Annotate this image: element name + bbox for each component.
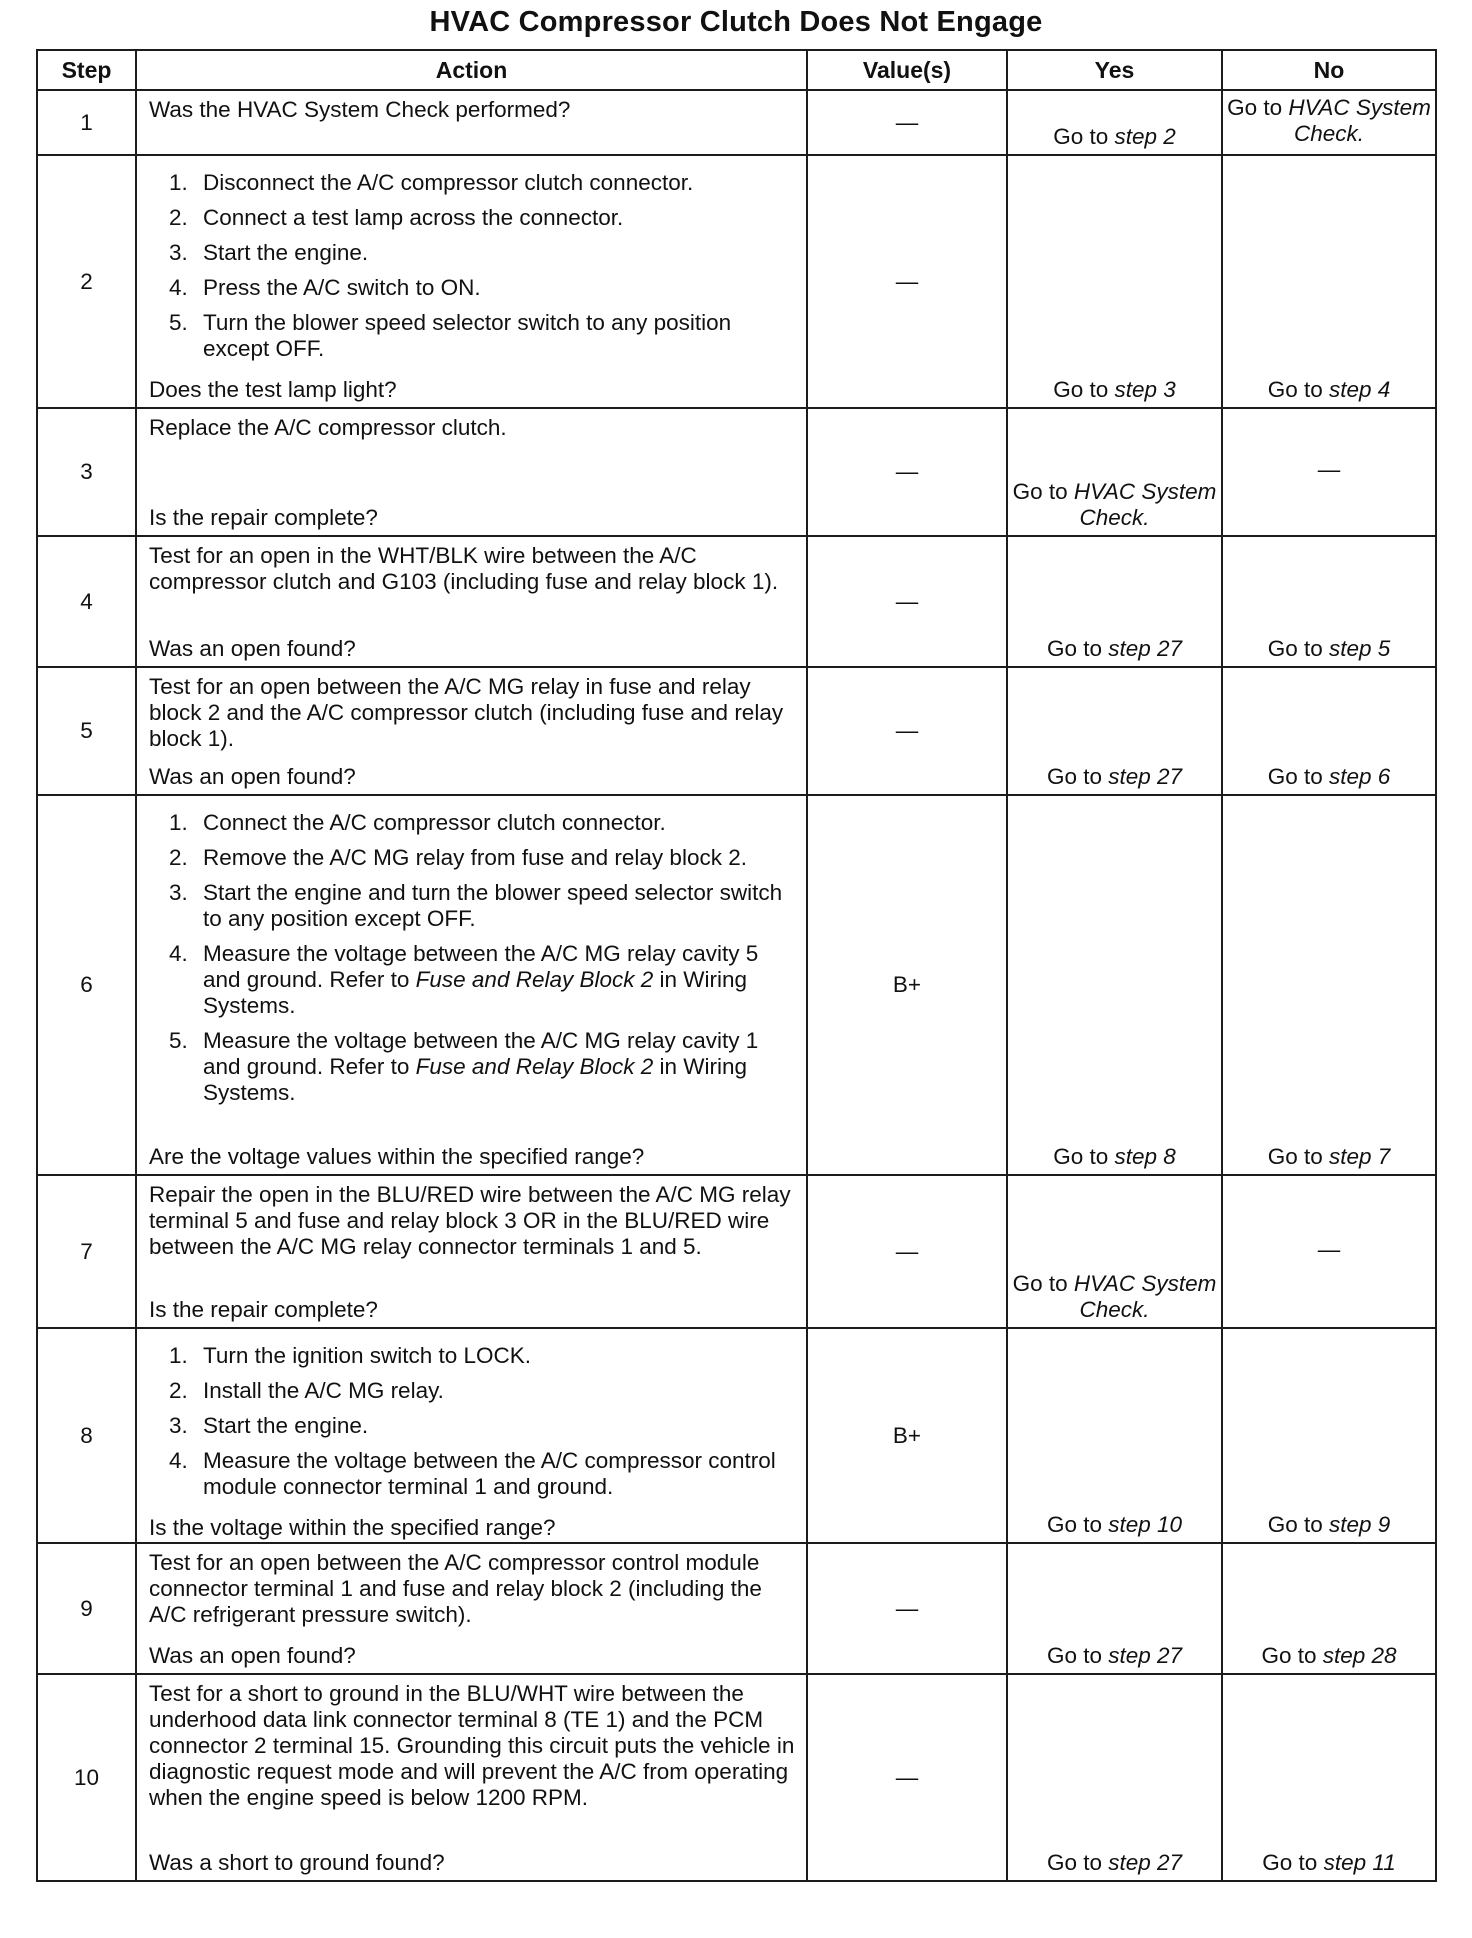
procedure-step-text <box>203 1343 796 1369</box>
no-reference: step 11 <box>1323 1850 1396 1875</box>
procedure-list <box>149 1343 796 1500</box>
action-body <box>149 415 796 499</box>
yes-prefix: Go to <box>1046 764 1109 789</box>
no-cell <box>1222 155 1436 408</box>
action-cell <box>136 1543 807 1674</box>
header-values: Value(s) <box>807 50 1007 90</box>
header-yes: Yes <box>1007 50 1222 90</box>
procedure-step-number: 2. <box>169 205 188 230</box>
action-content <box>149 1182 796 1323</box>
action-text: Was the HVAC System Check performed? <box>149 97 571 122</box>
action-body <box>149 802 796 1138</box>
procedure-step-text <box>203 205 796 231</box>
action-body <box>149 1550 796 1637</box>
value-cell: B+ <box>807 795 1007 1175</box>
procedure-step <box>169 1028 796 1106</box>
procedure-step-main: Start the engine and turn the blower speed selector switch to any position except OFF. <box>203 880 783 931</box>
procedure-step-number: 5. <box>169 1028 188 1053</box>
no-reference: HVAC System Check. <box>1288 94 1431 146</box>
value-cell: — <box>807 1175 1007 1328</box>
procedure-step-number: 2. <box>169 1378 188 1403</box>
no-reference: — <box>1317 457 1341 482</box>
no-cell <box>1222 408 1436 536</box>
yes-reference: HVAC System Check. <box>1073 1271 1217 1322</box>
yes-prefix: Go to <box>1053 377 1115 402</box>
action-body <box>149 674 796 758</box>
action-question: Was a short to ground found? <box>149 1850 445 1875</box>
procedure-step-main: Measure the voltage between the A/C MG relay cavity 1 and ground. Refer to <box>203 1028 759 1079</box>
action-question: Is the repair complete? <box>149 505 378 530</box>
procedure-step-number: 3. <box>169 1413 188 1438</box>
step-number: 7 <box>37 1175 136 1328</box>
procedure-step-main: Turn the ignition switch to LOCK. <box>203 1343 532 1368</box>
action-cell <box>136 408 807 536</box>
step-number: 10 <box>37 1674 136 1881</box>
action-question: Was an open found? <box>149 764 356 789</box>
table-row <box>37 90 1436 155</box>
header-action: Action <box>136 50 807 90</box>
yes-reference: HVAC System Check. <box>1073 479 1217 530</box>
action-content <box>149 543 796 662</box>
action-cell <box>136 90 807 155</box>
procedure-step <box>169 1343 796 1369</box>
value-cell: — <box>807 408 1007 536</box>
procedure-step-number: 3. <box>169 240 188 265</box>
header-no: No <box>1222 50 1436 90</box>
action-body <box>149 1335 796 1509</box>
yes-reference: step 27 <box>1108 1643 1183 1668</box>
procedure-step <box>169 1448 796 1500</box>
procedure-step <box>169 170 796 196</box>
no-prefix: Go to <box>1267 636 1329 661</box>
no-prefix: Go to <box>1227 94 1289 120</box>
procedure-step-text <box>203 170 796 196</box>
action-question: Are the voltage values within the specified range? <box>149 1144 645 1169</box>
no-reference: step 6 <box>1329 764 1391 789</box>
yes-prefix: Go to <box>1053 1144 1115 1169</box>
procedure-step <box>169 310 796 362</box>
value-cell: — <box>807 536 1007 667</box>
action-content <box>149 674 796 790</box>
step-number: 1 <box>37 90 136 155</box>
procedure-step-main: Disconnect the A/C compressor clutch connector. <box>203 170 694 195</box>
action-content <box>149 97 796 150</box>
yes-cell <box>1007 795 1222 1175</box>
action-body <box>149 97 796 150</box>
no-cell <box>1222 90 1436 155</box>
procedure-step <box>169 275 796 301</box>
table-row <box>37 155 1436 408</box>
action-text: Test for a short to ground in the BLU/WHT wire between the underhood data link connector terminal 8 (TE 1) and the PCM connector 2 terminal 15. Grounding this circuit puts the vehicle in diagnostic request mode and will prevent the A/C from operating when the engine speed is below 1200 RPM. <box>149 1681 795 1810</box>
procedure-step <box>169 845 796 871</box>
action-body <box>149 1681 796 1844</box>
procedure-step-main: Start the engine. <box>203 1413 369 1438</box>
yes-cell <box>1007 1175 1222 1328</box>
procedure-step-number: 2. <box>169 845 188 870</box>
table-row <box>37 1543 1436 1674</box>
yes-cell <box>1007 1674 1222 1881</box>
procedure-step-number: 4. <box>169 275 188 300</box>
no-prefix: Go to <box>1261 1643 1323 1668</box>
procedure-list <box>149 170 796 362</box>
action-content <box>149 802 796 1170</box>
action-cell <box>136 667 807 795</box>
procedure-step-reference: Fuse and Relay Block 2 <box>415 967 654 992</box>
header-step: Step <box>37 50 136 90</box>
procedure-step-text <box>203 310 796 362</box>
value-cell: — <box>807 1674 1007 1881</box>
procedure-step-text <box>203 1413 796 1439</box>
action-body <box>149 1182 796 1291</box>
page-title: HVAC Compressor Clutch Does Not Engage <box>429 6 1043 38</box>
action-cell <box>136 795 807 1175</box>
procedure-step-number: 5. <box>169 310 188 335</box>
yes-prefix: Go to <box>1012 479 1074 504</box>
action-body <box>149 543 796 630</box>
no-cell <box>1222 536 1436 667</box>
yes-cell <box>1007 1543 1222 1674</box>
action-cell <box>136 1175 807 1328</box>
procedure-step <box>169 880 796 932</box>
procedure-step-text <box>203 1028 796 1106</box>
procedure-step-main: Install the A/C MG relay. <box>203 1378 444 1403</box>
no-reference: step 9 <box>1329 1512 1391 1537</box>
yes-reference: step 8 <box>1114 1144 1176 1169</box>
procedure-step-main: Measure the voltage between the A/C MG relay cavity 5 and ground. Refer to <box>203 941 759 992</box>
action-cell <box>136 155 807 408</box>
procedure-step <box>169 205 796 231</box>
table-row <box>37 408 1436 536</box>
procedure-step-tail: in Wiring Systems. <box>203 967 748 1018</box>
procedure-step-main: Connect the A/C compressor clutch connector. <box>203 810 666 835</box>
step-number: 6 <box>37 795 136 1175</box>
procedure-step-text <box>203 275 796 301</box>
procedure-step-text <box>203 845 796 871</box>
procedure-step-tail: in Wiring Systems. <box>203 1054 748 1105</box>
procedure-step <box>169 1413 796 1439</box>
action-text: Test for an open in the WHT/BLK wire between the A/C compressor clutch and G103 (including fuse and relay block 1). <box>149 543 779 594</box>
no-cell <box>1222 667 1436 795</box>
action-cell <box>136 1674 807 1881</box>
table-row <box>37 536 1436 667</box>
action-body <box>149 162 796 371</box>
action-cell <box>136 536 807 667</box>
action-question: Does the test lamp light? <box>149 377 397 402</box>
yes-reference: step 10 <box>1108 1512 1183 1537</box>
step-number: 4 <box>37 536 136 667</box>
no-reference: — <box>1317 1236 1341 1262</box>
procedure-step-main: Remove the A/C MG relay from fuse and relay block 2. <box>203 845 747 870</box>
yes-cell <box>1007 536 1222 667</box>
table-row <box>37 1674 1436 1881</box>
action-content <box>149 415 796 531</box>
no-cell <box>1222 795 1436 1175</box>
procedure-step <box>169 1378 796 1404</box>
procedure-step-reference: Fuse and Relay Block 2 <box>415 1054 654 1079</box>
value-cell: — <box>807 90 1007 155</box>
step-number: 9 <box>37 1543 136 1674</box>
no-prefix: Go to <box>1267 1144 1329 1169</box>
no-prefix: Go to <box>1262 1850 1324 1875</box>
table-row <box>37 1175 1436 1328</box>
procedure-step-main: Connect a test lamp across the connector. <box>203 205 624 230</box>
header-row <box>37 50 1436 90</box>
step-number: 8 <box>37 1328 136 1543</box>
procedure-step <box>169 941 796 1019</box>
procedure-step-main: Press the A/C switch to ON. <box>203 275 481 300</box>
value-cell: — <box>807 155 1007 408</box>
action-text: Test for an open between the A/C MG relay in fuse and relay block 2 and the A/C compressor clutch (including fuse and relay block 1). <box>149 674 784 751</box>
no-prefix: Go to <box>1267 1512 1329 1537</box>
yes-reference: step 27 <box>1108 764 1183 789</box>
procedure-step-text <box>203 1448 796 1500</box>
yes-reference: step 2 <box>1114 124 1176 149</box>
yes-cell <box>1007 1328 1222 1543</box>
action-text: Repair the open in the BLU/RED wire between the A/C MG relay terminal 5 and fuse and relay block 3 OR in the BLU/RED wire between the A/C MG relay connector terminals 1 and 5. <box>149 1182 791 1259</box>
action-cell <box>136 1328 807 1543</box>
procedure-step-text <box>203 1378 796 1404</box>
procedure-list <box>149 810 796 1106</box>
action-question: Is the voltage within the specified range? <box>149 1515 556 1540</box>
procedure-step-main: Turn the blower speed selector switch to any position except OFF. <box>203 310 732 361</box>
procedure-step-text <box>203 941 796 1019</box>
no-reference: step 4 <box>1329 377 1391 402</box>
yes-prefix: Go to <box>1053 124 1115 149</box>
step-number: 2 <box>37 155 136 408</box>
action-content <box>149 162 796 403</box>
action-question: Was an open found? <box>149 636 356 661</box>
procedure-step-number: 3. <box>169 880 188 905</box>
no-cell <box>1222 1175 1436 1328</box>
procedure-step-number: 1. <box>169 810 188 835</box>
yes-prefix: Go to <box>1046 1512 1109 1537</box>
procedure-step-main: Measure the voltage between the A/C compressor control module connector terminal 1 and ground. <box>203 1448 776 1499</box>
step-number: 5 <box>37 667 136 795</box>
no-prefix: Go to <box>1267 377 1329 402</box>
procedure-step-number: 1. <box>169 170 188 195</box>
procedure-step-number: 4. <box>169 1448 188 1473</box>
step-number: 3 <box>37 408 136 536</box>
yes-reference: step 27 <box>1108 636 1183 661</box>
no-reference: step 5 <box>1329 636 1391 661</box>
procedure-step <box>169 810 796 836</box>
table-row <box>37 1328 1436 1543</box>
yes-prefix: Go to <box>1046 1850 1109 1875</box>
action-text: Test for an open between the A/C compressor control module connector terminal 1 and fuse and relay block 2 (including the A/C refrigerant pressure switch). <box>149 1550 762 1627</box>
yes-reference: step 27 <box>1108 1850 1183 1875</box>
table-row <box>37 795 1436 1175</box>
action-content <box>149 1550 796 1669</box>
procedure-step-text <box>203 810 796 836</box>
action-content <box>149 1681 796 1876</box>
procedure-step <box>169 240 796 266</box>
yes-prefix: Go to <box>1046 636 1109 661</box>
action-content <box>149 1335 796 1538</box>
yes-cell <box>1007 90 1222 155</box>
no-reference: step 7 <box>1329 1144 1391 1169</box>
yes-prefix: Go to <box>1046 1643 1109 1668</box>
action-question: Is the repair complete? <box>149 1297 378 1322</box>
procedure-step-number: 4. <box>169 941 188 966</box>
value-cell: B+ <box>807 1328 1007 1543</box>
procedure-step-number: 1. <box>169 1343 188 1368</box>
no-reference: step 28 <box>1322 1643 1397 1668</box>
procedure-step-text <box>203 880 796 932</box>
value-cell: — <box>807 667 1007 795</box>
table-row <box>37 667 1436 795</box>
action-text: Replace the A/C compressor clutch. <box>149 415 507 440</box>
yes-reference: step 3 <box>1114 377 1176 402</box>
procedure-step-text <box>203 240 796 266</box>
yes-prefix: Go to <box>1012 1271 1074 1296</box>
procedure-step-main: Start the engine. <box>203 240 369 265</box>
value-cell: — <box>807 1543 1007 1674</box>
action-question: Was an open found? <box>149 1643 356 1668</box>
yes-cell <box>1007 408 1222 536</box>
yes-cell <box>1007 667 1222 795</box>
no-cell <box>1222 1674 1436 1881</box>
diagnostic-table <box>36 49 1437 1882</box>
no-cell <box>1222 1543 1436 1674</box>
no-cell <box>1222 1328 1436 1543</box>
yes-cell <box>1007 155 1222 408</box>
no-prefix: Go to <box>1267 764 1329 789</box>
